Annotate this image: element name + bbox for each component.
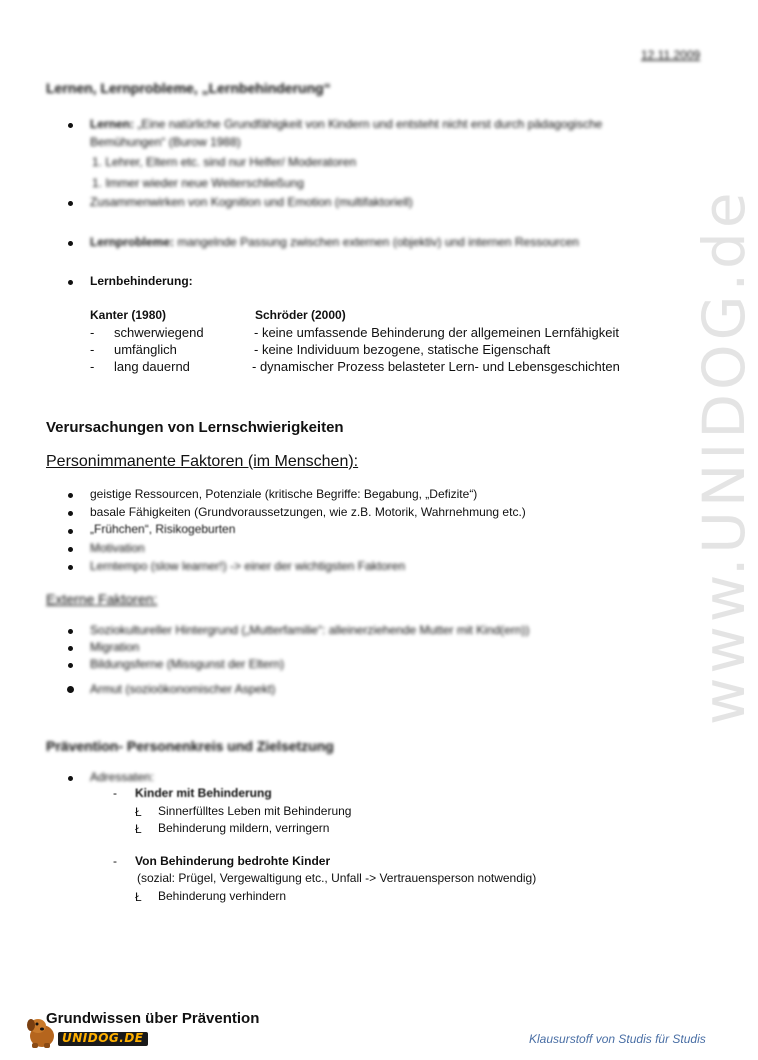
lernbehinderung-label: Lernbehinderung: (90, 274, 193, 288)
group-dash: - (113, 786, 117, 800)
adressaten-label: Adressaten: (90, 770, 155, 784)
logo-text: UNIDOG.DE (62, 1031, 144, 1045)
document-date: 12.11.2009 (641, 48, 701, 62)
bullet-dot (68, 565, 73, 570)
external-item: Bildungsferne (Missgunst der Eltern) (90, 657, 285, 671)
factor-item: Lerntempo (slow learner!) -> einer der wichtigsten Faktoren (90, 559, 406, 573)
bullet-dot (68, 493, 73, 498)
arrow-icon: Ł (135, 822, 142, 836)
group1-item: Behinderung mildern, verringern (158, 821, 330, 835)
footer-heading: Grundwissen über Prävention (46, 1010, 260, 1027)
bullet-dot (68, 123, 73, 128)
group1-title: Kinder mit Behinderung (135, 786, 272, 800)
lernen-sub-2: 1. Immer wieder neue Weiterschließung (92, 176, 304, 190)
factor-item: basale Fähigkeiten (Grundvoraussetzungen, wie z.B. Motorik, Wahrnehmung etc.) (90, 505, 526, 519)
kanter-header: Kanter (1980) (90, 308, 167, 322)
kanter-item: schwerwiegend (114, 325, 204, 340)
bullet-dot (68, 776, 73, 781)
external-item: Soziokultureller Hintergrund („Mutterfamilie“: alleinerziehende Mutter mit Kind(ern)) (90, 623, 530, 637)
bullet-dot (68, 511, 73, 516)
bullet-dot (68, 629, 73, 634)
lernen-sub-1: 1. Lehrer, Eltern etc. sind nur Helfer/ Moderatoren (92, 155, 357, 169)
kanter-item: umfänglich (114, 342, 177, 357)
group2-note: (sozial: Prügel, Vergewaltigung etc., Unfall -> Vertrauensperson notwendig) (137, 871, 537, 885)
bullet-dot (68, 547, 73, 552)
section3-title: Prävention- Personenkreis und Zielsetzung (46, 738, 334, 754)
arrow-icon: Ł (135, 805, 142, 819)
group2-title: Von Behinderung bedrohte Kinder (135, 854, 331, 868)
external-item: Armut (sozioökonomischer Aspekt) (90, 682, 276, 696)
bullet-dot (68, 241, 73, 246)
lernen-label: Lernen: (90, 117, 135, 131)
lernprobleme-line (90, 235, 579, 249)
lernprobleme-text: mangelnde Passung zwischen externen (objektiv) und internen Ressourcen (174, 235, 579, 249)
lernen-text: „Eine natürliche Grundfähigkeit von Kindern und entsteht nicht erst durch pädagogische (134, 117, 603, 131)
schroeder-item: - keine umfassende Behinderung der allgemeinen Lernfähigkeit (254, 325, 619, 340)
kanter-item: lang dauernd (114, 359, 190, 374)
kanter-dash: - (90, 359, 95, 374)
arrow-icon: Ł (135, 890, 142, 904)
section2-title: Verursachungen von Lernschwierigkeiten (46, 419, 344, 436)
footer-tagline: Klausurstoff von Studis für Studis (529, 1032, 706, 1046)
factor-item: „Frühchen“, Risikogeburten (90, 522, 236, 536)
watermark: www.UNIDOG.de (690, 188, 758, 725)
bullet-dot (68, 663, 73, 668)
schroeder-item: - keine Individuum bezogene, statische Eigenschaft (254, 342, 551, 357)
bullet-dot (68, 201, 73, 206)
bullet-dot (67, 686, 74, 693)
lernprobleme-label: Lernprobleme: (90, 235, 175, 249)
external-item: Migration (90, 640, 140, 654)
bullet-kognition: Zusammenwirken von Kognition und Emotion (multifaktoriell) (90, 195, 413, 209)
group1-item: Sinnerfülltes Leben mit Behinderung (158, 804, 352, 818)
factor-item: Motivation (90, 541, 145, 555)
factor-item: geistige Ressourcen, Potenziale (kritische Begriffe: Begabung, „Defizite“) (90, 487, 478, 501)
kanter-dash: - (90, 325, 95, 340)
bullet-dot (68, 646, 73, 651)
dog-logo-icon (24, 1012, 60, 1050)
lernen-line (90, 117, 602, 131)
schroeder-item: - dynamischer Prozess belasteter Lern- und Lebensgeschichten (252, 359, 620, 374)
group2-item: Behinderung verhindern (158, 889, 287, 903)
lernen-text-2: Bemühungen“ (Burow 1988) (90, 135, 241, 149)
group-dash: - (113, 854, 117, 868)
bullet-dot (68, 280, 73, 285)
section1-title: Lernen, Lernprobleme, „Lernbehinderung“ (46, 80, 331, 96)
bullet-dot (68, 529, 73, 534)
external-title: Externe Faktoren: (46, 591, 158, 607)
section2-subtitle: Personimmanente Faktoren (im Menschen): (46, 453, 359, 470)
kanter-dash: - (90, 342, 95, 357)
schroeder-header: Schröder (2000) (255, 308, 346, 322)
